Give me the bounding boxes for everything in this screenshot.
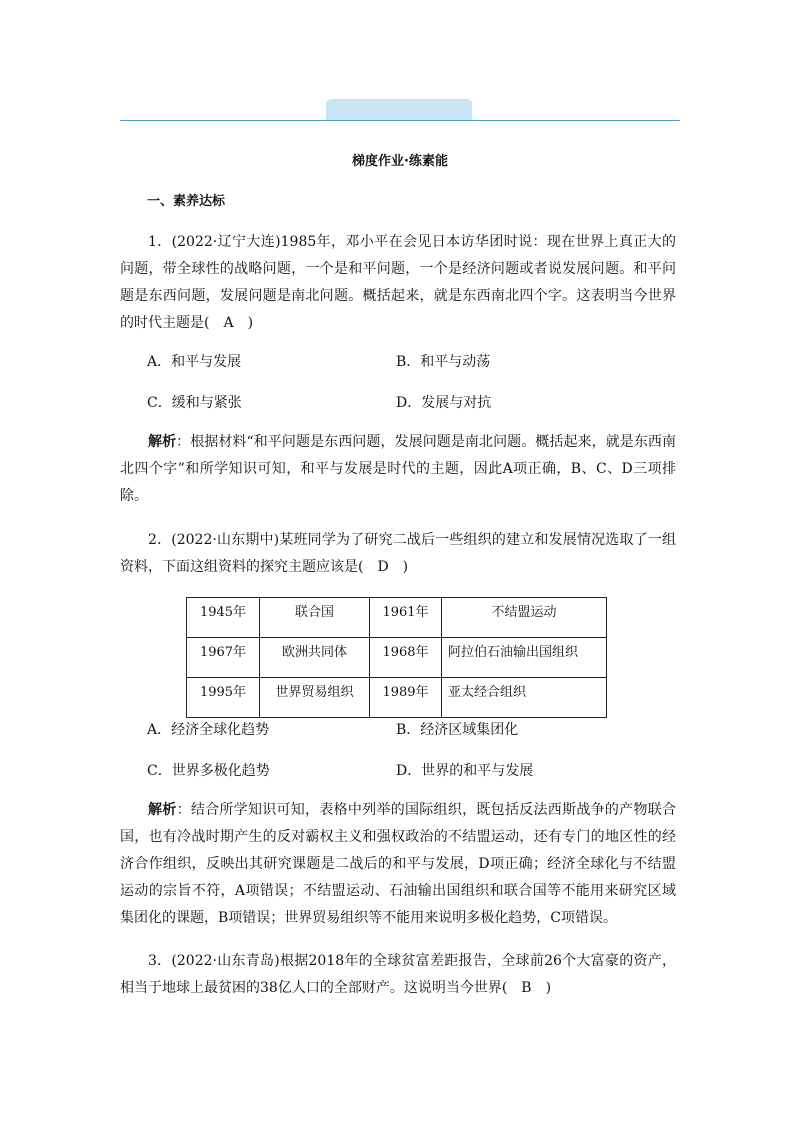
- q3-stem: 3．(2022·山东青岛)根据2018年的全球贫富差距报告，全球前26个大富豪的资产，相当于地球上最贫困的38亿人口的全部财产。这说明当今世界( B ): [120, 953, 676, 996]
- q1-option-c: C．缓和与紧张: [147, 395, 242, 411]
- header-tab: [326, 99, 472, 120]
- table-cell: 世界贸易组织: [260, 678, 370, 718]
- q1-analysis-label: 解析: [148, 434, 177, 450]
- q2-analysis: [120, 797, 676, 932]
- q2-analysis-label: 解析: [148, 802, 177, 818]
- table-cell: 1968年: [370, 638, 442, 678]
- q2-option-c: C．世界多极化趋势: [147, 763, 270, 779]
- header-rule: [120, 120, 680, 121]
- table-row: [187, 598, 607, 638]
- table-cell: 1989年: [370, 678, 442, 718]
- q2-option-b: B．经济区域集团化: [396, 722, 519, 738]
- q1-option-a: A．和平与发展: [147, 354, 242, 370]
- table-cell: 亚太经合组织: [442, 678, 607, 718]
- q2-stem: 2．(2022·山东期中)某班同学为了研究二战后一些组织的建立和发展情况选取了一组资料，下面这组资料的探究主题应该是( D ): [120, 532, 676, 575]
- table-cell: 阿拉伯石油输出国组织: [442, 638, 607, 678]
- table-cell: 1967年: [187, 638, 260, 678]
- table-cell: 1961年: [370, 598, 442, 638]
- q2-option-a: A．经济全球化趋势: [147, 722, 270, 738]
- q2-option-d: D．世界的和平与发展: [396, 763, 534, 779]
- q1-analysis-text: ：根据材料“和平问题是东西问题，发展问题是南北问题。概括起来，就是东西南北四个字”和所学知识可知，和平与发展是时代的主题，因此A项正确，B、C、D三项排除。: [120, 434, 677, 504]
- q1-stem: 1．(2022·辽宁大连)1985年，邓小平在会见日本访华团时说：现在世界上真正大的问题，带全球性的战略问题，一个是和平问题，一个是经济问题或者说发展问题。和平问题是东西问题，发展问题是南北问题。概括起来，就是东西南北四个字。这表明当今世界的时代主题是( A ): [120, 234, 676, 331]
- table-cell: 1995年: [187, 678, 260, 718]
- q1-option-d: D．发展与对抗: [396, 395, 492, 411]
- organizations-table: [186, 597, 607, 718]
- table-cell: 不结盟运动: [442, 598, 607, 638]
- table-row: [187, 638, 607, 678]
- section-heading: 一、素养达标: [147, 194, 226, 209]
- q1-option-b: B．和平与动荡: [396, 354, 491, 370]
- page-title: 梯度作业·练素能: [352, 154, 448, 169]
- table-cell: 欧洲共同体: [260, 638, 370, 678]
- q2-analysis-text: ：结合所学知识可知，表格中列举的国际组织，既包括反法西斯战争的产物联合国，也有冷战时期产生的反对霸权主义和强权政治的不结盟运动，还有专门的地区性的经济合作组织，反映出其研究课题是二战后的和平与发展，D项正确；经济全球化与不结盟运动的宗旨不符，A项错误；不结盟运动、石油输出国组织和联合国等不能用来研究区域集团化的课题，B项错误；世界贸易组织等不能用来说明多极化趋势，C项错误。: [120, 802, 677, 926]
- table-row: [187, 678, 607, 718]
- q1-analysis: [120, 429, 676, 510]
- table-cell: 联合国: [260, 598, 370, 638]
- table-cell: 1945年: [187, 598, 260, 638]
